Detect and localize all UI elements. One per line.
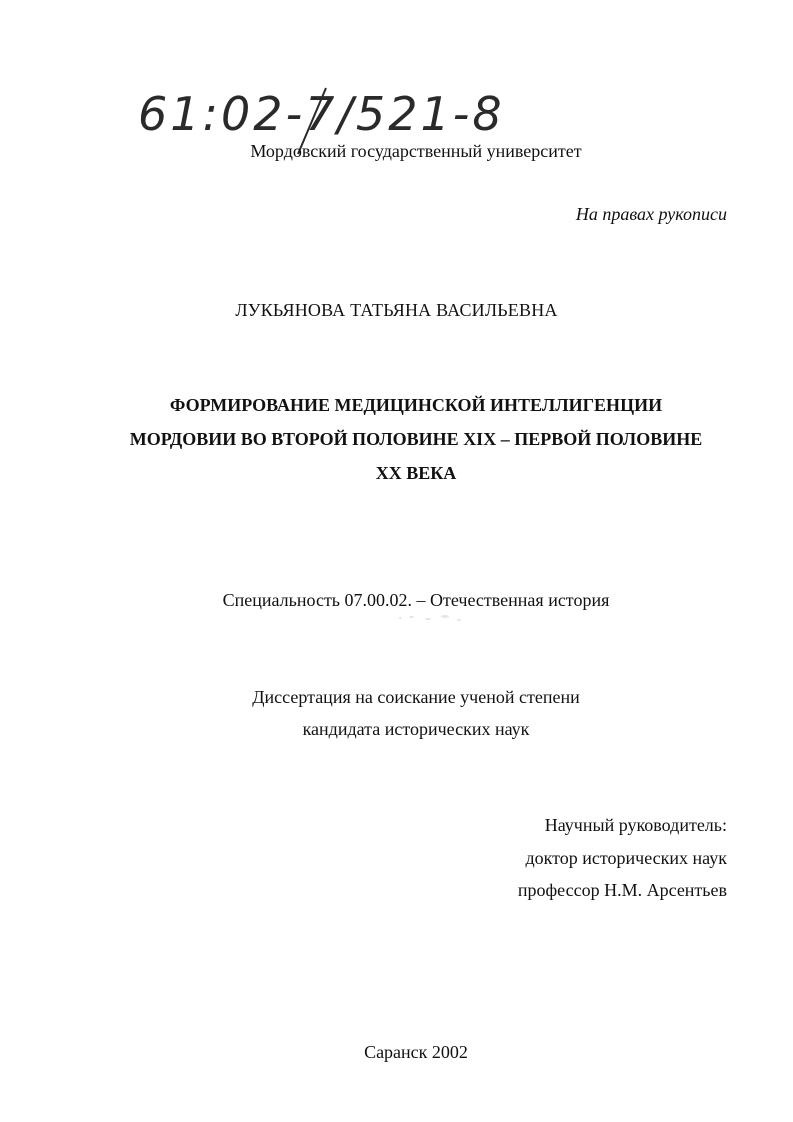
supervisor-label: Научный руководитель: — [544, 815, 727, 835]
scan-speck — [441, 615, 449, 618]
thesis-title-line-2: МОРДОВИИ ВО ВТОРОЙ ПОЛОВИНЕ XIX – ПЕРВОЙ ПОЛОВИНЕ — [129, 429, 703, 449]
supervisor-name: профессор Н.М. Арсентьев — [517, 880, 727, 900]
scan-speck — [425, 618, 431, 620]
dissertation-degree-line-2: кандидата исторических наук — [302, 719, 530, 739]
scan-speck — [399, 617, 402, 619]
manuscript-rights-note: На правах рукописи — [575, 204, 727, 224]
supervisor-degree: доктор исторических наук — [525, 848, 727, 868]
scan-speck — [409, 616, 414, 618]
author-name: ЛУКЬЯНОВА ТАТЬЯНА ВАСИЛЬЕВНА — [235, 300, 558, 320]
specialty-line: Специальность 07.00.02. – Отечественная история — [222, 590, 610, 610]
scan-smudge — [395, 613, 475, 625]
thesis-title-line-1: ФОРМИРОВАНИЕ МЕДИЦИНСКОЙ ИНТЕЛЛИГЕНЦИИ — [169, 395, 663, 415]
university-name: Мордовский государственный университет — [250, 141, 582, 161]
handwritten-catalog-text: 61:02-7/521-8 — [138, 87, 505, 141]
dissertation-degree-line-1: Диссертация на соискание ученой степени — [252, 687, 580, 707]
thesis-title-line-3: XX ВЕКА — [375, 463, 457, 483]
city-year: Саранск 2002 — [364, 1042, 468, 1062]
scan-speck — [457, 619, 461, 621]
